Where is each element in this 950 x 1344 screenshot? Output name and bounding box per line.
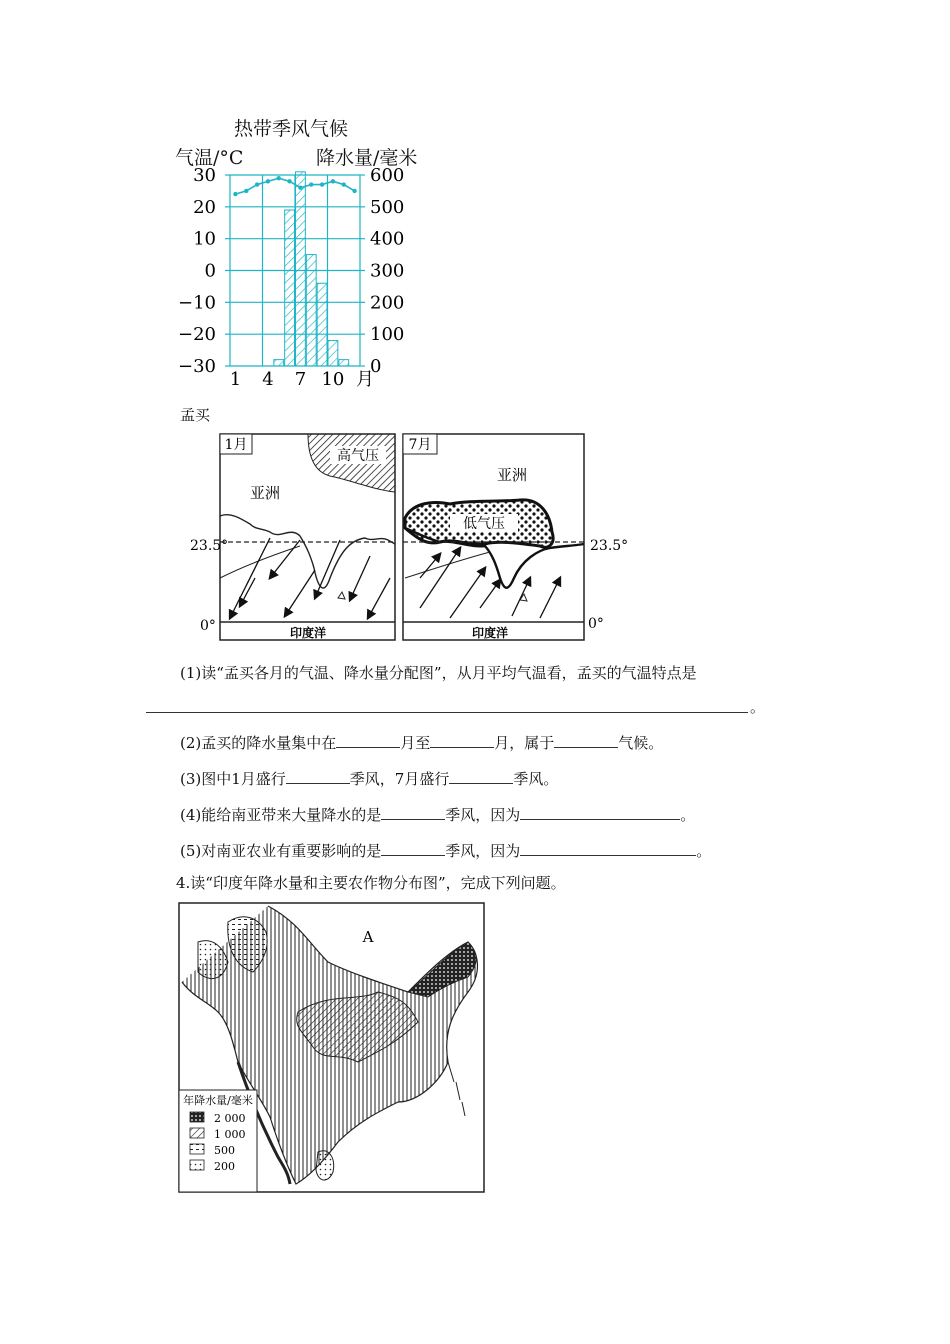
answer-blank-3b[interactable] <box>449 769 513 784</box>
india-rainfall-map <box>178 902 486 1194</box>
precip-bar-7 <box>296 172 306 366</box>
temperature-point-10 <box>331 179 335 183</box>
answer-blank-4a[interactable] <box>381 805 445 820</box>
temperature-point-9 <box>320 182 324 186</box>
question-1: (1)读“孟买各月的气温、降水量分配图”，从月平均气温看，孟买的气温特点是 <box>180 664 697 682</box>
precip-bar-10 <box>328 341 338 366</box>
question-5: (5)对南亚农业有重要影响的是 季风，因为 。 <box>180 842 712 860</box>
x-tick-label: 10 <box>321 369 345 390</box>
y-left-tick-label: 30 <box>193 165 216 186</box>
answer-blank-5b[interactable] <box>520 841 696 856</box>
question-2: (2)孟买的降水量集中在 月至 月，属于 气候。 <box>180 734 664 752</box>
legend-title: 年降水量/毫米 <box>183 1094 253 1107</box>
legend-item-2000: 2 000 <box>214 1112 246 1125</box>
answer-blank-2a[interactable] <box>336 733 400 748</box>
legend-item-500: 500 <box>214 1144 235 1157</box>
answer-blank-4b[interactable] <box>520 805 680 820</box>
x-tick-label: 7 <box>294 369 307 390</box>
map2-lat-0: 0° <box>588 616 604 632</box>
precip-bar-11 <box>339 360 349 366</box>
place-label: 孟买 <box>180 406 211 424</box>
map1-ocean-label: 印度洋 <box>289 626 327 640</box>
january-monsoon-map <box>190 428 415 643</box>
x-tick-label: 1 <box>229 369 242 390</box>
question-3: (3)图中1月盛行 季风，7月盛行 季风。 <box>180 770 559 788</box>
india-map-label-a: A <box>362 928 374 946</box>
temperature-point-2 <box>244 189 248 193</box>
y-right-tick-label: 100 <box>370 324 405 346</box>
map1-tag: 1月 <box>224 437 248 453</box>
answer-blank-2b[interactable] <box>430 733 494 748</box>
temperature-point-4 <box>266 179 270 183</box>
temperature-point-3 <box>255 182 259 186</box>
temperature-point-11 <box>342 182 346 186</box>
answer-blank-3a[interactable] <box>286 769 350 784</box>
legend-item-1000: 1 000 <box>214 1128 246 1141</box>
x-tick-label: 月 <box>356 369 374 390</box>
y-left-tick-label: 20 <box>193 196 216 218</box>
y-right-tick-label: 500 <box>370 196 405 218</box>
answer-blank-2c[interactable] <box>554 733 618 748</box>
y-left-tick-label: 10 <box>193 228 216 250</box>
chart-title: 热带季风气候 <box>234 118 349 140</box>
map1-lat-0: 0° <box>200 618 216 634</box>
y-right-tick-label: 200 <box>370 292 405 314</box>
map2-lat-23: 23.5° <box>590 538 629 554</box>
july-monsoon-map <box>400 428 635 643</box>
precip-bar-6 <box>285 210 295 366</box>
temperature-point-1 <box>233 192 237 196</box>
y-right-tick-label: 0 <box>370 356 382 377</box>
precip-bar-9 <box>317 283 327 366</box>
answer-blank-5a[interactable] <box>381 841 445 856</box>
y-left-tick-label: −20 <box>178 324 216 346</box>
chart-grid <box>225 175 365 366</box>
y-left-tick-label: 0 <box>204 260 216 282</box>
map2-ocean-label: 印度洋 <box>471 626 509 640</box>
temperature-point-12 <box>352 189 356 193</box>
y-right-tick-label: 600 <box>370 165 405 186</box>
y-left-tick-label: −10 <box>178 292 216 314</box>
precipitation-axis-label: 降水量/毫米 <box>316 147 418 169</box>
y-right-tick-label: 400 <box>370 228 405 250</box>
question-section-4: 4.读“印度年降水量和主要农作物分布图”，完成下列问题。 <box>176 874 566 892</box>
x-tick-label: 4 <box>262 369 274 390</box>
temperature-point-6 <box>287 179 291 183</box>
precip-bar-8 <box>306 255 316 366</box>
high-pressure-label: 高气压 <box>337 448 379 464</box>
y-right-tick-label: 300 <box>370 260 405 282</box>
temperature-axis-label: 气温/°C <box>175 147 244 169</box>
temperature-point-8 <box>309 182 313 186</box>
map2-asia-label: 亚洲 <box>496 466 528 484</box>
precip-bar-5 <box>274 360 284 366</box>
y-left-tick-label: −30 <box>178 356 216 377</box>
map1-lat-23: 23.5° <box>190 538 229 554</box>
answer-line-1[interactable] <box>146 702 748 713</box>
map1-asia-label: 亚洲 <box>249 484 281 502</box>
chart-bars <box>274 172 349 366</box>
question-4: (4)能给南亚带来大量降水的是 季风，因为 。 <box>180 806 696 824</box>
legend-item-200: 200 <box>214 1160 235 1173</box>
climate-chart <box>170 160 410 395</box>
map2-tag: 7月 <box>408 437 432 453</box>
temperature-point-7 <box>298 186 302 190</box>
low-pressure-label: 低气压 <box>463 516 505 532</box>
question-1-end: 。 <box>750 698 766 716</box>
temperature-point-5 <box>277 176 281 180</box>
